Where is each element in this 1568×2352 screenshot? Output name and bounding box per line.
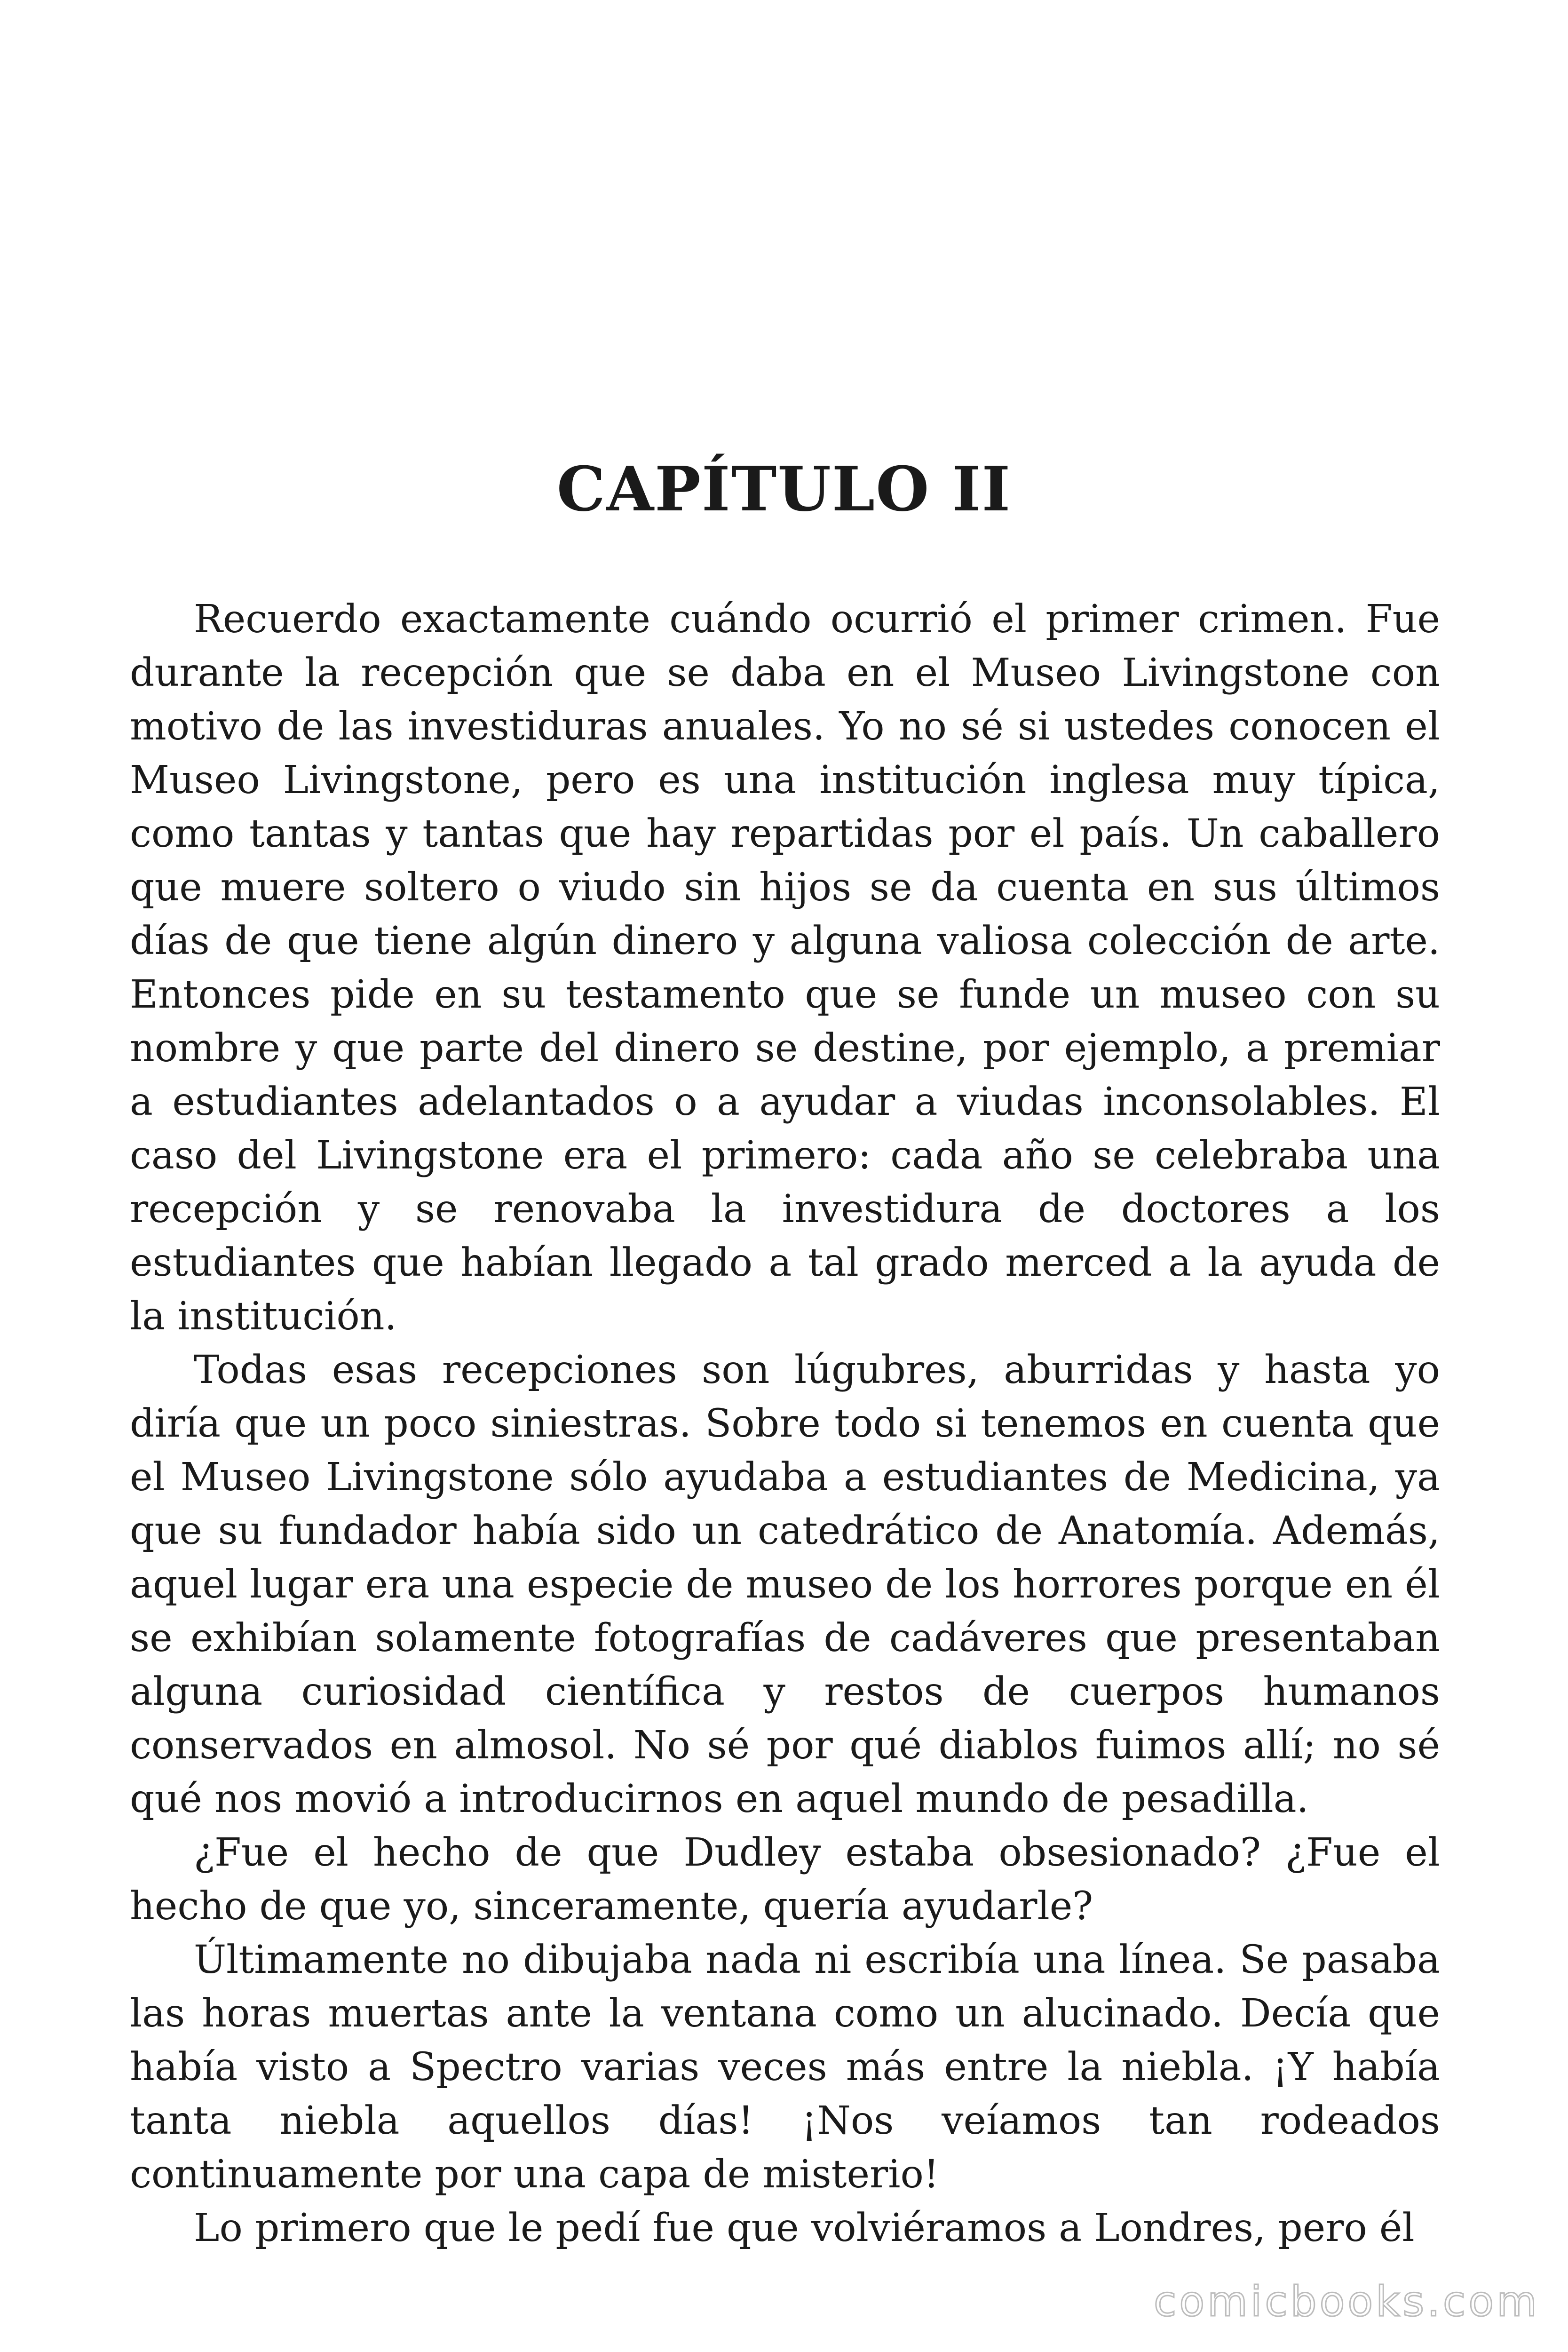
paragraph: ¿Fue el hecho de que Dudley estaba obsesionado? ¿Fue el hecho de que yo, sinceramente, quería ayudarle? [130,1830,1440,1929]
paragraph: Últimamente no dibujaba nada ni escribía una línea. Se pasaba las horas muertas ante la ventana como un alucinado. Decía que había visto a Spectro varias veces más entre la niebla. ¡Y había tanta niebla aquellos días! ¡Nos veíamos tan rodeados continuamente por una capa de misterio! [130,1938,1440,2197]
watermark: comicbooks.com [1153,2277,1540,2326]
chapter-title: CAPÍTULO II [556,453,1012,525]
chapter-body [130,593,1440,2255]
paragraph: Lo primero que le pedí fue que volviéramos a Londres, pero él [194,2206,1415,2250]
paragraph: Todas esas recepciones son lúgubres, aburridas y hasta yo diría que un poco siniestras. Sobre todo si tenemos en cuenta que el Museo Livingstone sólo ayudaba a estudiantes de Medicina, ya que su fundador había sido un catedrático de Anatomía. Además, aquel lugar era una especie de museo de los horrores porque en él se exhibían solamente fotografías de cadáveres que presentaban alguna curiosidad científica y restos de cuerpos humanos conservados en almosol. No sé por qué diablos fuimos allí; no sé qué nos movió a introducirnos en aquel mundo de pesadilla. [130,1348,1440,1821]
paragraph: Recuerdo exactamente cuándo ocurrió el primer crimen. Fue durante la recepción que se daba en el Museo Livingstone con motivo de las investiduras anuales. Yo no sé si ustedes conocen el Museo Livingstone, pero es una institución inglesa muy típica, como tantas y tantas que hay repartidas por el país. Un caballero que muere soltero o viudo sin hijos se da cuenta en sus últimos días de que tiene algún dinero y alguna valiosa colección de arte. Entonces pide en su testamento que se funde un museo con su nombre y que parte del dinero se destine, por ejemplo, a premiar a estudiantes adelantados o a ayudar a viudas inconsolables. El caso del Livingstone era el primero: cada año se celebraba una recepción y se renovaba la investidura de doctores a los estudiantes que habían llegado a tal grado merced a la ayuda de la institución. [130,597,1440,1339]
